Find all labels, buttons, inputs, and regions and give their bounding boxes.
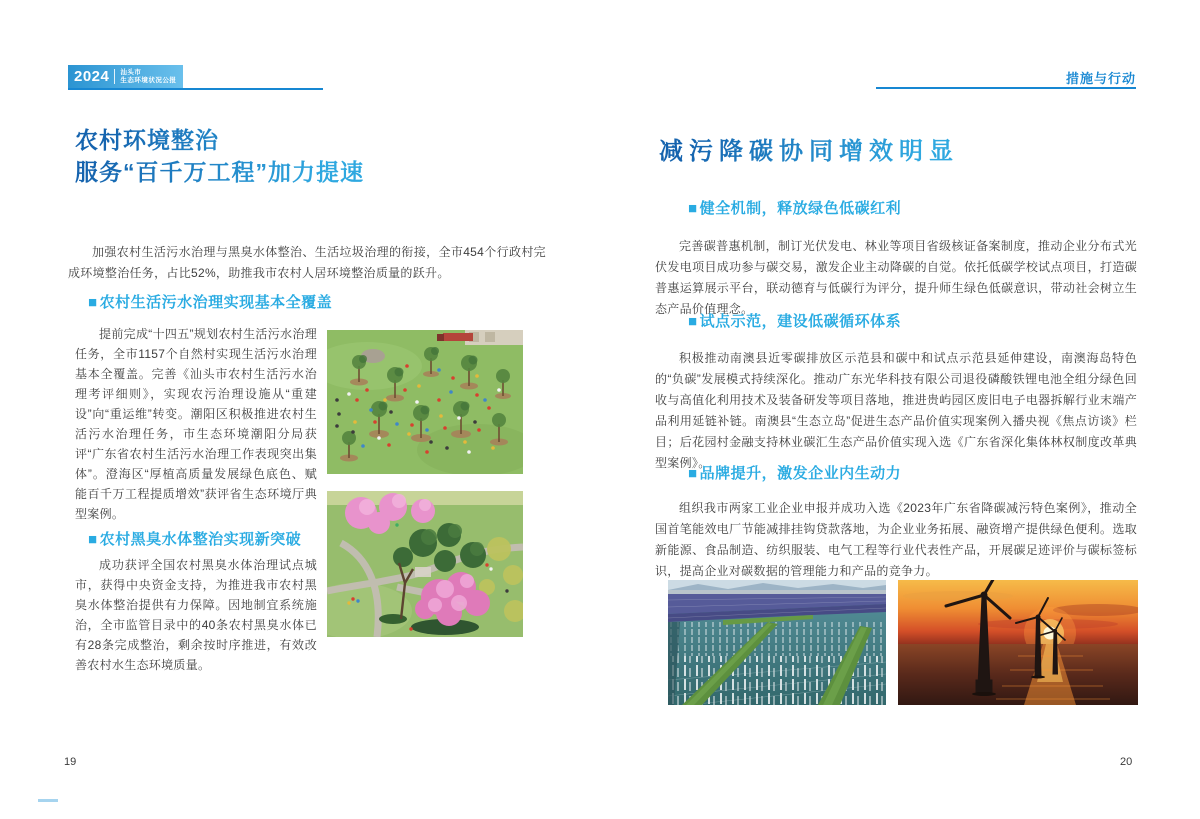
- left-section1-heading-text: 农村生活污水治理实现基本全覆盖: [99, 294, 333, 311]
- page-number-left: 19: [64, 756, 77, 768]
- corner-decoration: [38, 799, 58, 802]
- right-section3-body: 组织我市两家工业企业申报并成功入选《2023年广东省降碳减污特色案例》，推动全国首笔能效电厂节能减排挂钩贷款落地，为企业业务拓展、融资增产提供绿色便利。选取新能源、食品制造、纺织服装、电气工程等行业代表性产品，开展碳足迹评价与碳标签标识，提高企业对碳数据的管理能力和产品的竞争力。: [655, 501, 1137, 578]
- left-section2-heading: [88, 528, 301, 549]
- badge-year: 2024: [74, 68, 110, 85]
- right-section1-heading: [688, 197, 901, 218]
- right-section2-heading-text: 试点示范，建设低碳循环体系: [699, 313, 902, 330]
- left-intro-paragraph: 加强农村生活污水治理与黑臭水体整治、生活垃圾治理的衔接，全市454个行政村完成环境整治任务，占比52%，助推我市农村人居环境整治质量的跃升。: [68, 245, 546, 280]
- square-bullet-icon: ■: [688, 313, 698, 330]
- badge-org-line1: 汕头市: [120, 68, 142, 76]
- pink-blossom-park-photo: [327, 491, 523, 637]
- left-title-line1: 农村环境整治: [75, 127, 219, 153]
- right-section3-heading-text: 品牌提升，激发企业内生动力: [699, 465, 902, 482]
- square-bullet-icon: ■: [88, 531, 98, 548]
- badge-org-line2: 生态环境状况公报: [120, 76, 177, 84]
- square-bullet-icon: ■: [88, 294, 98, 311]
- right-section2-heading: [688, 310, 901, 331]
- square-bullet-icon: ■: [688, 200, 698, 217]
- left-page-title: [75, 124, 364, 188]
- aquaculture-photo: [668, 580, 886, 705]
- left-section2-body: 成功获评全国农村黑臭水体治理试点城市，获得中央资金支持，为推进我市农村黑臭水体整治提供有力保障。因地制宜系统施治，全市监管目录中的40条农村黑臭水体已有28条完成整治，剩余按时序推进，有效改善农村水生态环境质量。: [75, 558, 317, 672]
- section-label: 措施与行动: [1065, 71, 1136, 86]
- header-rule-left: [68, 88, 323, 90]
- right-section2-body: 积极推动南澳县近零碳排放区示范县和碳中和试点示范县延伸建设，南澳海岛特色的“负碳”发展模式持续深化。推动广东光华科技有限公司退役磷酸铁锂电池全组分绿色回收与高值化利用技术及装备研发等项目落地，推进贵屿园区废旧电子电器拆解行业末端产品利用延链补链。南澳县“生态立岛”促进生态产品价值实现案例入播央视《焦点访谈》栏目；后花园村金融支持林业碳汇生态产品价值实现入选《广东省深化集体林权制度改革典型案例》。: [655, 351, 1137, 470]
- year-badge: [68, 65, 183, 88]
- badge-org: [120, 69, 176, 85]
- left-section1-body: 提前完成“十四五”规划农村生活污水治理任务，全市1157个自然村实现生活污水治理基本全覆盖。完善《汕头市农村生活污水治理考评细则》，实现农污治理设施从“重建设”向“重运维”转变。潮阳区积极推进农村生活污水治理任务，市生态环境潮阳分局获评“广东省农村生活污水治理工作表现突出集体”。澄海区“厚植高质量发展绿色底色、赋能百千万工程提质增效”获评省生态环境厅典型案例。: [75, 327, 317, 521]
- left-title-line2: 服务“百千万工程”加力提速: [75, 159, 364, 185]
- right-section3-heading: [688, 462, 901, 483]
- left-section1-heading: [88, 291, 332, 312]
- left-section2-heading-text: 农村黑臭水体整治实现新突破: [99, 531, 302, 548]
- wind-turbine-sunset-photo: [898, 580, 1138, 705]
- right-section1-body: 完善碳普惠机制，制订光伏发电、林业等项目省级核证备案制度，推动企业分布式光伏发电项目成功参与碳交易，激发企业主动降碳的自觉。依托低碳学校试点项目，打造碳普惠运算展示平台，联动德育与低碳行为评分，提升师生绿色低碳意识，带动社会树立生态产品价值理念。: [655, 239, 1137, 316]
- page-number-right: 20: [1120, 756, 1133, 768]
- tree-planting-photo: [327, 330, 523, 474]
- right-section1-heading-text: 健全机制，释放绿色低碳红利: [699, 200, 902, 217]
- header-rule-right: [876, 87, 1136, 89]
- badge-divider: [114, 69, 115, 84]
- right-page-title: 减污降碳协同增效明显: [659, 131, 959, 166]
- square-bullet-icon: ■: [688, 465, 698, 482]
